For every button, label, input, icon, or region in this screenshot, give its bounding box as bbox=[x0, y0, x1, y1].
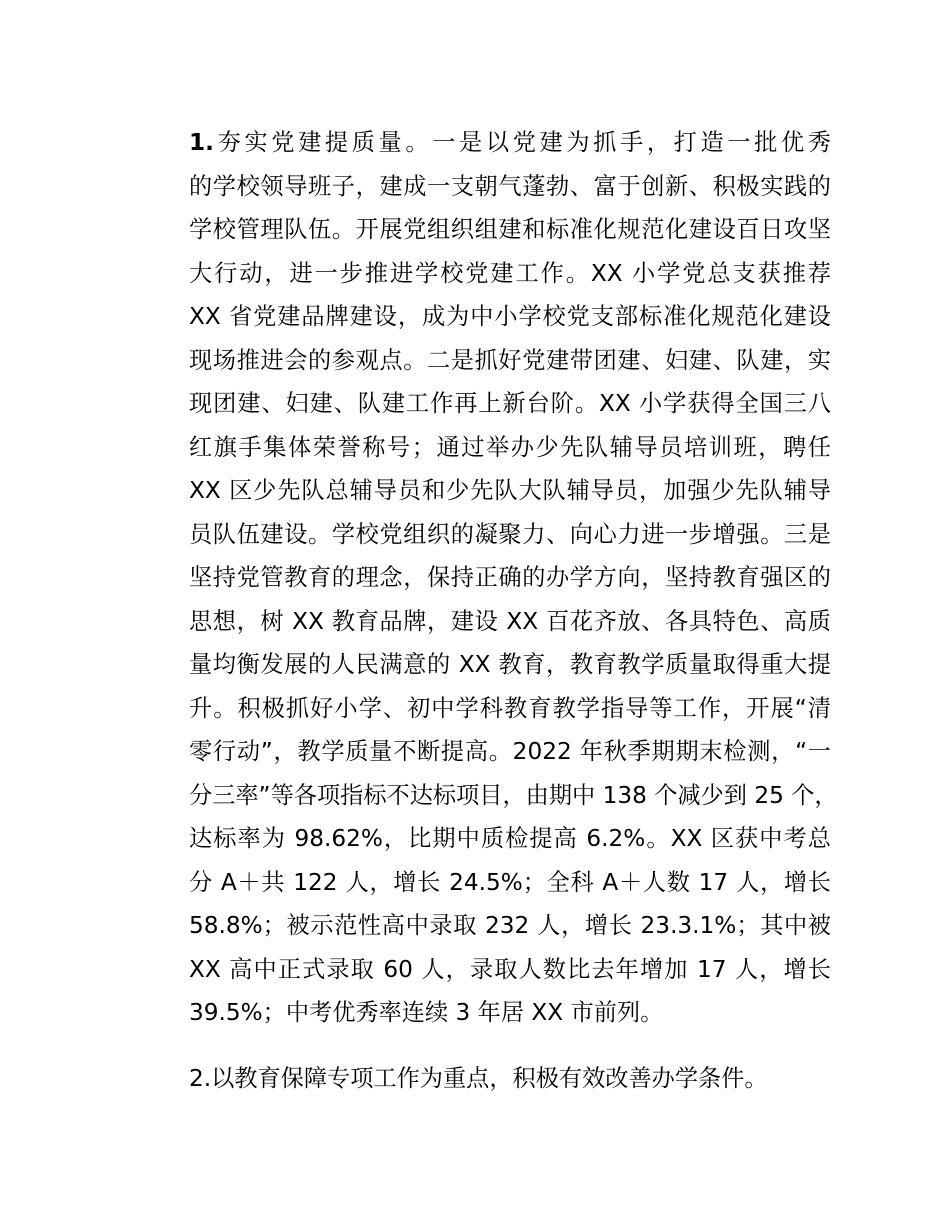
paragraph-1-line bbox=[141, 817, 831, 861]
paragraph-1-line-text: 升。积极抓好小学、初中学科教育教学指导等工作，开展“清 bbox=[189, 694, 831, 722]
paragraph-1-line bbox=[141, 469, 831, 513]
paragraph-1-line-text: 大行动，进一步推进学校党建工作。XX 小学党总支获推荐 bbox=[189, 259, 831, 287]
paragraph-1-number: 1. bbox=[189, 129, 214, 156]
paragraph-1-line-text: 的学校领导班子，建成一支朝气蓬勃、富于创新、积极实践的 bbox=[189, 172, 831, 200]
paragraph-1-line bbox=[141, 643, 831, 687]
paragraph-1-line bbox=[141, 339, 831, 383]
paragraph-1-line bbox=[141, 165, 831, 209]
paragraph-1-line-text: 夯实党建提质量。一是以党建为抓手，打造一批优秀 bbox=[213, 129, 831, 156]
paragraph-1-line-text: XX 区少先队总辅导员和少先队大队辅导员，加强少先队辅导 bbox=[189, 477, 831, 504]
paragraph-1-line-text: 思想，树 XX 教育品牌，建设 XX 百花齐放、各具特色、高质 bbox=[189, 607, 831, 635]
paragraph-1-line-text: 现团建、妇建、队建工作再上新台阶。XX 小学获得全国三八 bbox=[189, 390, 831, 417]
paragraph-1-line bbox=[141, 774, 838, 818]
paragraph-2 bbox=[141, 1057, 831, 1101]
paragraph-1-line bbox=[141, 687, 831, 731]
paragraph-1-line bbox=[141, 904, 831, 948]
paragraph-1-line-text: 员队伍建设。学校党组织的凝聚力、向心力进一步增强。三是 bbox=[189, 520, 831, 548]
paragraph-1-line bbox=[141, 295, 831, 339]
paragraph-1-line-text: 分 A＋共 122 人，增长 24.5%；全科 A＋人数 17 人，增长 bbox=[189, 868, 831, 896]
paragraph-1 bbox=[141, 121, 838, 1035]
paragraph-1-line bbox=[141, 208, 831, 252]
paragraph-2-text: 2.以教育保障专项工作为重点，积极有效改善办学条件。 bbox=[189, 1064, 768, 1092]
paragraph-1-line-text: 达标率为 98.62%，比期中质检提高 6.2%。XX 区获中考总 bbox=[189, 825, 831, 852]
paragraph-1-line-text: 58.8%；被示范性高中录取 232 人，增长 23.3.1%；其中被 bbox=[189, 912, 831, 939]
paragraph-1-line-text: 学校管理队伍。开展党组织组建和标准化规范化建设百日攻坚 bbox=[189, 216, 831, 243]
paragraph-1-line bbox=[141, 948, 831, 992]
paragraph-1-line bbox=[141, 861, 831, 905]
paragraph-1-line-text: 分三率”等各项指标不达标项目，由期中 138 个减少到 25 个， bbox=[189, 781, 838, 809]
paragraph-1-line-text: 现场推进会的参观点。二是抓好党建带团建、妇建、队建，实 bbox=[189, 346, 831, 374]
paragraph-1-line bbox=[141, 426, 831, 470]
paragraph-1-line bbox=[141, 556, 831, 600]
paragraph-1-line-text: 39.5%；中考优秀率连续 3 年居 XX 市前列。 bbox=[189, 999, 664, 1026]
paragraph-1-line-text: 红旗手集体荣誉称号；通过举办少先队辅导员培训班，聘任 bbox=[189, 433, 831, 461]
paragraph-1-line bbox=[141, 252, 831, 296]
paragraph-1-line-text: XX 高中正式录取 60 人，录取人数比去年增加 17 人，增长 bbox=[189, 955, 831, 983]
paragraph-1-line bbox=[141, 991, 831, 1035]
document-body bbox=[141, 121, 838, 1100]
paragraph-1-line bbox=[141, 121, 831, 165]
paragraph-1-line-text: 坚持党管教育的理念，保持正确的办学方向，坚持教育强区的 bbox=[189, 564, 831, 591]
paragraph-1-line bbox=[141, 382, 831, 426]
paragraph-1-line-text: 零行动”，教学质量不断提高。2022 年秋季期期末检测，“一 bbox=[189, 738, 831, 765]
paragraph-1-line bbox=[141, 600, 831, 644]
paragraph-1-line-text: 量均衡发展的人民满意的 XX 教育，教育教学质量取得重大提 bbox=[189, 651, 831, 678]
paragraph-1-line bbox=[141, 513, 831, 557]
paragraph-1-line bbox=[141, 730, 831, 774]
paragraph-1-line-text: XX 省党建品牌建设，成为中小学校党支部标准化规范化建设 bbox=[189, 303, 831, 330]
